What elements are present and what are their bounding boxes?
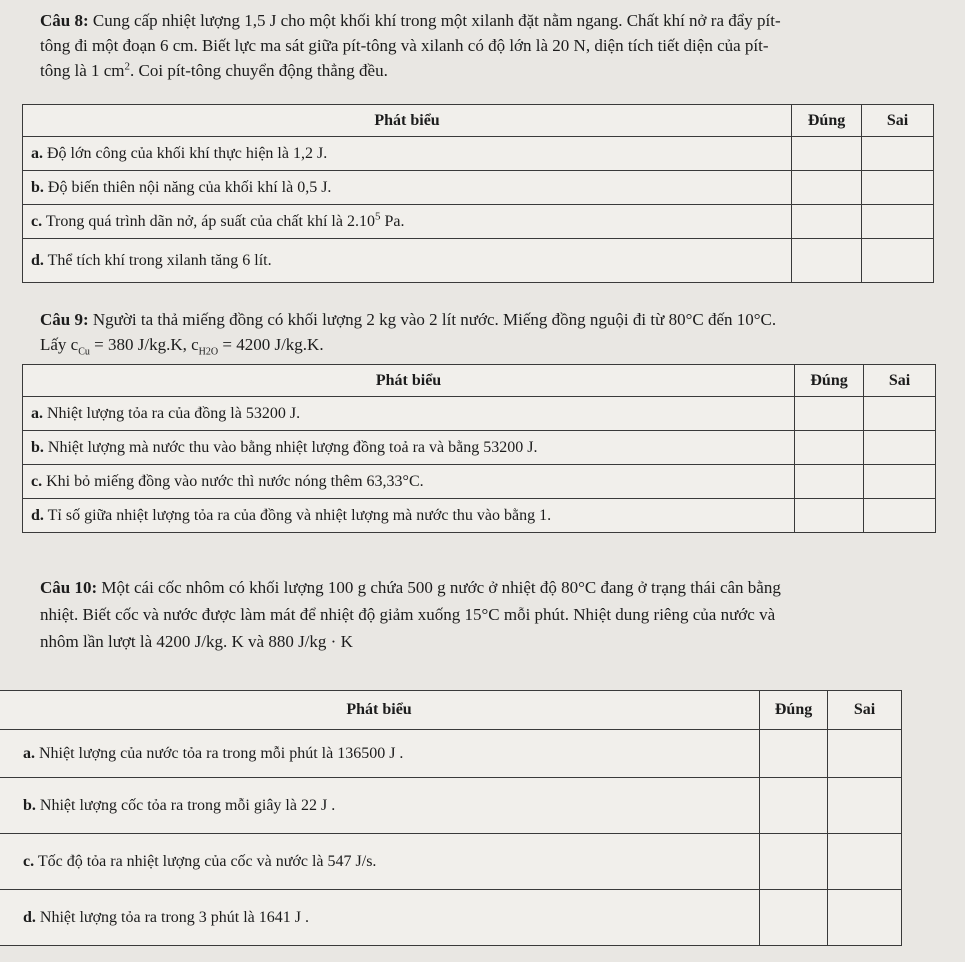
header-statement: Phát biểu [23, 105, 792, 137]
true-answer-cell[interactable] [792, 171, 862, 205]
table-row [23, 431, 936, 465]
header-statement: Phát biểu [23, 365, 795, 397]
true-answer-cell[interactable] [795, 465, 864, 499]
question-8-line-1: Cung cấp nhiệt lượng 1,5 J cho một khối khí trong một xilanh đặt nằm ngang. Chất khí nở ra đẩy pít- [92, 11, 781, 30]
table-header-row [23, 365, 936, 397]
false-answer-cell[interactable] [862, 171, 934, 205]
table-row [23, 499, 936, 533]
false-answer-cell[interactable] [864, 465, 936, 499]
false-answer-cell[interactable] [828, 834, 902, 890]
table-row [0, 834, 902, 890]
question-9-line-1: Người ta thả miếng đồng có khối lượng 2 kg vào 2 lít nước. Miếng đồng nguội đi từ 80°C đến 10°C. [92, 310, 777, 329]
table-row [23, 465, 936, 499]
statement-cell: b. Nhiệt lượng cốc tỏa ra trong mỗi giây là 22 J . [0, 778, 760, 834]
question-10-line-1: Một cái cốc nhôm có khối lượng 100 g chứa 500 g nước ở nhiệt độ 80°C đang ở trạng thái cân bằng [101, 578, 781, 597]
header-statement: Phát biểu [0, 691, 760, 730]
true-answer-cell[interactable] [760, 890, 828, 946]
true-answer-cell[interactable] [760, 834, 828, 890]
statement-cell: c. Tốc độ tỏa ra nhiệt lượng của cốc và nước là 547 J/s. [0, 834, 760, 890]
table-row [23, 137, 934, 171]
table-header-row [0, 691, 902, 730]
statement-cell: d. Tỉ số giữa nhiệt lượng tỏa ra của đồng và nhiệt lượng mà nước thu vào bằng 1. [23, 499, 795, 533]
question-10-text [40, 574, 960, 655]
false-answer-cell[interactable] [862, 137, 934, 171]
true-answer-cell[interactable] [792, 205, 862, 239]
table-row [0, 890, 902, 946]
question-10-line-2: nhiệt. Biết cốc và nước được làm mát để nhiệt độ giảm xuống 15°C mỗi phút. Nhiệt dung riêng của nước và [40, 605, 776, 624]
header-true: Đúng [792, 105, 862, 137]
question-9-line-2: Lấy $c_{Cu} = 380$ J/kg.K, $c_{H2O} = 4200$ J/kg.K. [40, 335, 324, 358]
false-answer-cell[interactable] [862, 239, 934, 283]
table-row [0, 730, 902, 778]
question-10-line-3: nhôm lần lượt là 4200 J/kg. K và 880 J/kg · K [40, 632, 353, 651]
table-row [0, 778, 902, 834]
header-true: Đúng [760, 691, 828, 730]
true-answer-cell[interactable] [760, 778, 828, 834]
statement-cell: b. Nhiệt lượng mà nước thu vào bằng nhiệt lượng đồng toả ra và bằng 53200 J. [23, 431, 795, 465]
question-8-text [40, 8, 960, 83]
header-false: Sai [864, 365, 936, 397]
header-false: Sai [862, 105, 934, 137]
table-header-row [23, 105, 934, 137]
statement-cell: c. Trong quá trình dãn nở, áp suất của chất khí là 2.10$^5$ Pa. [23, 205, 792, 239]
header-true: Đúng [795, 365, 864, 397]
statement-cell: b. Độ biến thiên nội năng của khối khí là 0,5 J. [23, 171, 792, 205]
false-answer-cell[interactable] [828, 730, 902, 778]
table-row [23, 239, 934, 283]
statement-cell: a. Nhiệt lượng của nước tỏa ra trong mỗi phút là 136500 J . [0, 730, 760, 778]
table-row [23, 397, 936, 431]
false-answer-cell[interactable] [864, 431, 936, 465]
statement-cell: a. Độ lớn công của khối khí thực hiện là 1,2 J. [23, 137, 792, 171]
question-10-table [0, 690, 902, 946]
question-9-table [22, 364, 936, 533]
false-answer-cell[interactable] [828, 890, 902, 946]
true-answer-cell[interactable] [792, 137, 862, 171]
question-10-label: Câu 10: [40, 578, 98, 597]
header-false: Sai [828, 691, 902, 730]
statement-cell: c. Khi bỏ miếng đồng vào nước thì nước nóng thêm 63,33°C. [23, 465, 795, 499]
false-answer-cell[interactable] [828, 778, 902, 834]
question-8-table [22, 104, 934, 283]
statement-cell: a. Nhiệt lượng tỏa ra của đồng là 53200 J. [23, 397, 795, 431]
false-answer-cell[interactable] [862, 205, 934, 239]
question-8-line-2: tông đi một đoạn 6 cm. Biết lực ma sát giữa pít-tông và xilanh có độ lớn là 20 N, diện tích tiết diện của pít- [40, 36, 769, 55]
true-answer-cell[interactable] [792, 239, 862, 283]
statement-cell: d. Nhiệt lượng tỏa ra trong 3 phút là 1641 J . [0, 890, 760, 946]
true-answer-cell[interactable] [795, 499, 864, 533]
true-answer-cell[interactable] [760, 730, 828, 778]
table-row [23, 205, 934, 239]
table-row [23, 171, 934, 205]
true-answer-cell[interactable] [795, 431, 864, 465]
question-8-label: Câu 8: [40, 11, 89, 30]
false-answer-cell[interactable] [864, 499, 936, 533]
true-answer-cell[interactable] [795, 397, 864, 431]
statement-cell: d. Thể tích khí trong xilanh tăng 6 lít. [23, 239, 792, 283]
question-8-line-3: tông là 1 $cm^2$. Coi pít-tông chuyển động thẳng đều. [40, 60, 388, 80]
question-9-label: Câu 9: [40, 310, 89, 329]
question-9-text [40, 307, 960, 357]
false-answer-cell[interactable] [864, 397, 936, 431]
